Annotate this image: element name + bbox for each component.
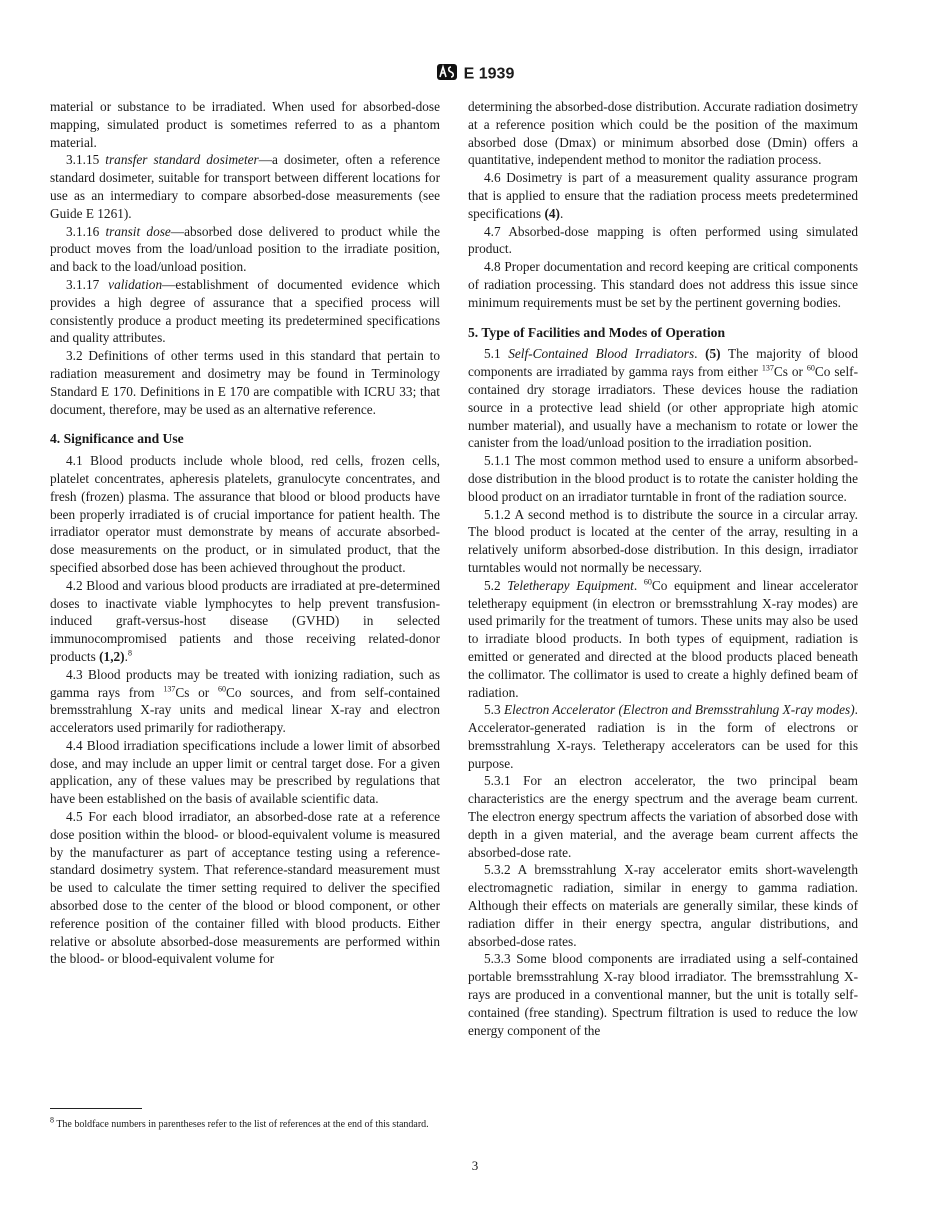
page-header [0,62,950,87]
definition-3-1-17: 3.1.17 validation—establishment of documented evidence which provides a high degree of assurance that a specified process will consistently produce a product meeting its predetermined specifications and quality attributes. [50,276,440,346]
paragraph-5-1: 5.1 Self-Contained Blood Irradiators. (5) The majority of blood components are irradiated by gamma rays from either $^{137}$Cs or $^{60}$Co self-contained dry storage irradiators. These devices house the radiation source in a protective lead shield (or other appropriate high atomic number material), and usually have a mechanism to rotate or lower the canister from the load/unload position to the irradiation position. [468,346,858,451]
paragraph-5-1-1: 5.1.1 The most common method used to ensure a uniform absorbed-dose distribution in the blood product is to rotate the canister holding the blood product on an irradiator turntable in front of the radiation source. [468,453,858,504]
paragraph-4-1: 4.1 Blood products include whole blood, red cells, frozen cells, platelet concentrates, apheresis platelets, granulocyte concentrates, and fresh (frozen) plasma. The assurance that blood or blood products have been properly irradiated is of crucial importance for patient health. The irradiator operator must demonstrate by means of accurate absorbed-dose measurements on the product, or in simulated product, that the specified absorbed dose has been achieved throughout the product. [50,453,440,575]
paragraph-4-2: 4.2 Blood and various blood products are irradiated at pre-determined doses to inactivate viable lymphocytes to help prevent transfusion-induced graft-versus-host disease (GVHD) in selected immunocompromised patients and those receiving related-donor products (1,2).$^8$ [50,577,440,664]
paragraph-5-3-2: 5.3.2 A bremsstrahlung X-ray accelerator emits short-wavelength electromagnetic radiation, similar in energy to gamma radiation. Although their effects on materials are generally similar, these kinds of radiation differ in their energy spectra, angular distributions, and absorbed-dose rates. [468,862,858,949]
footnote: $^8$ The boldface numbers in parentheses refer to the list of references at the end of this standard. [50,1115,429,1130]
astm-logo-icon [436,62,458,87]
paragraph-4-5: 4.5 For each blood irradiator, an absorbed-dose rate at a reference dose position within the blood- or blood-equivalent volume is measured by the manufacturer as part of acceptance testing using a reference-standard dosimetry system. That reference-standard measurement must be used to calculate the timer setting required to deliver the specified absorbed dose to the center of the blood or blood component, or other reference position of the container filled with blood products. Either relative or absolute absorbed-dose measurements are performed within the blood- or blood-equivalent volume for [50,809,440,967]
section-heading-4: 4. Significance and Use [50,431,184,447]
page-number: 3 [471,1158,479,1173]
paragraph: determining the absorbed-dose distribution. Accurate radiation dosimetry at a reference position which could be the position of the maximum absorbed dose (Dmax) or minimum absorbed dose (Dmin) offers a quantitative, independent method to monitor the radiation process. [468,99,858,168]
paragraph-5-2: 5.2 Teletherapy Equipment. $^{60}$Co equipment and linear accelerator teletherapy equipment (in electron or bremsstrahlung X-ray modes) are used primarily for the treatment of tumors. These units may also be used to irradiate blood products. In both types of equipment, radiation is emitted or generated and directed at the blood products placed beneath the collimator. The collimator is used to create a highly defined beam of radiation. [468,577,858,700]
paragraph-5-1-2: 5.1.2 A second method is to distribute the source in a circular array. The blood product is located at the center of the array, resulting in a relatively uniform absorbed-dose distribution. In this design, irradiator turntables would not normally be necessary. [468,506,858,575]
paragraph-5-3: 5.3 Electron Accelerator (Electron and Bremsstrahlung X-ray modes). Accelerator-generated radiation is in the form of electrons or bremsstrahlung X-rays. Teletherapy accelerators can be used for this purpose. [468,702,858,771]
left-column [50,98,440,968]
paragraph-4-8: 4.8 Proper documentation and record keeping are critical components of radiation processing. This standard does not address this issue since minimum requirements must be set by the pertinent governing bodies. [468,259,858,310]
paragraph-4-7: 4.7 Absorbed-dose mapping is often performed using simulated product. [468,223,858,257]
definition-3-1-16: 3.1.16 transit dose—absorbed dose delivered to product while the product moves from the load/unload position to the irradiate position, and back to the load/unload position. [50,223,440,275]
paragraph-4-4: 4.4 Blood irradiation specifications include a lower limit of absorbed dose, and may include an upper limit or central target dose. For a given application, any of these values may be prescribed by regulations that have been established on the basis of available scientific data. [50,737,440,807]
section-heading-5: 5. Type of Facilities and Modes of Operation [468,324,726,340]
paragraph-3-2: 3.2 Definitions of other terms used in this standard that pertain to radiation measurement and dosimetry may be found in Terminology Standard E 170. Definitions in E 170 are compatible with ICRU 33; that document, therefore, may be used as an alternative reference. [50,348,440,417]
footnote-divider [50,1108,142,1109]
paragraph-4-6: 4.6 Dosimetry is part of a measurement quality assurance program that is applied to ensure that the radiation process meets predetermined specifications (4). [468,170,858,221]
definition-3-1-15: 3.1.15 transfer standard dosimeter—a dosimeter, often a reference standard dosimeter, suitable for transport between different locations for use as an intermediary to compare absorbed-dose measurements (see Guide E 1261). [50,152,440,221]
right-column [468,98,858,1039]
paragraph: material or substance to be irradiated. When used for absorbed-dose mapping, simulated product is sometimes referred to as a phantom material. [50,99,440,150]
paragraph-5-3-1: 5.3.1 For an electron accelerator, the two principal beam characteristics are the energy spectrum and the average beam current. The electron energy spectrum affects the variation of absorbed dose with depth in a given material, and the average beam current affects the absorbed-dose rate. [468,773,858,860]
standard-designation: E 1939 [463,65,515,83]
paragraph-5-3-3: 5.3.3 Some blood components are irradiated using a self-contained portable bremsstrahlung X-ray blood irradiator. The bremsstrahlung X-rays are produced in a conventional manner, but the unit is totally self-contained (free standing). Spectrum filtration is used to reduce the low energy component of the [468,951,858,1038]
paragraph-4-3: 4.3 Blood products may be treated with ionizing radiation, such as gamma rays from $^{137}$Cs or $^{60}$Co sources, and from self-contained bremsstrahlung X-ray units and medical linear X-ray and electron accelerators used primarily for radiotherapy. [50,666,440,736]
